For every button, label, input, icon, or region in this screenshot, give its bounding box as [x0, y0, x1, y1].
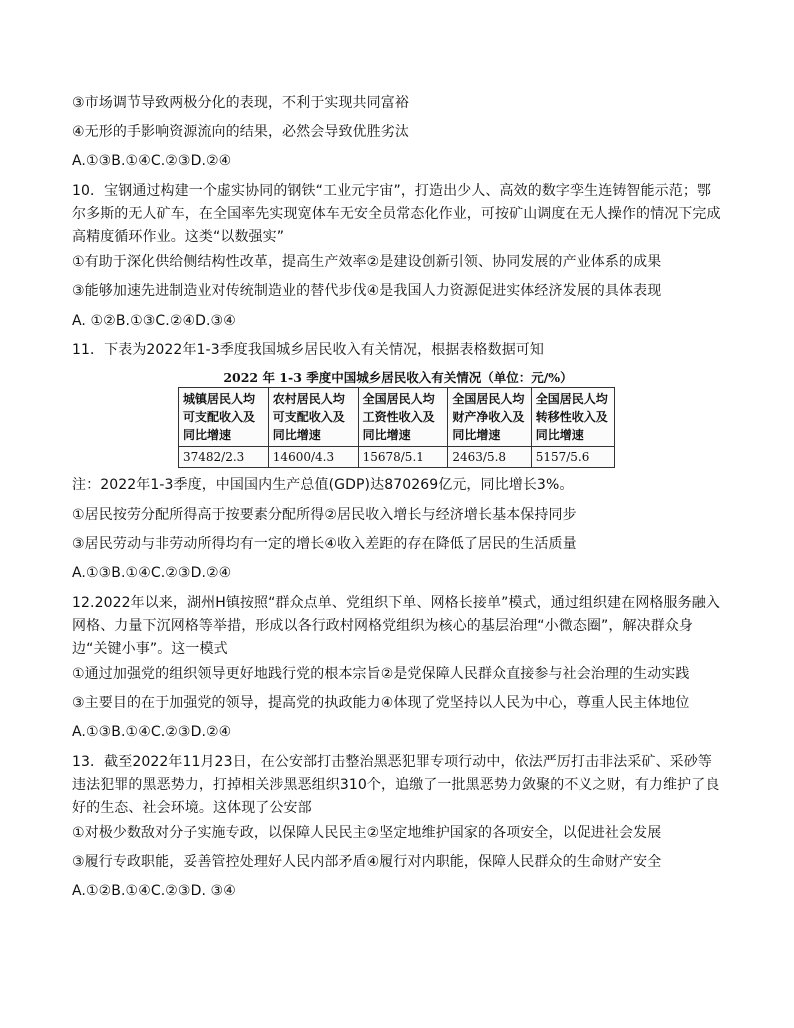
table-header: 农村居民人均可支配收入及同比增速: [268, 388, 358, 447]
income-table-value-row: [179, 447, 615, 468]
income-table-header-row: [179, 388, 615, 447]
q11-options-1-2: ①居民按劳分配所得高于按要素分配所得②居民收入增长与经济增长基本保持同步: [72, 507, 577, 523]
table-cell: 15678/5.1: [358, 447, 448, 468]
q13-options-3-4: ③履行专政职能，妥善管控处理好人民内部矛盾④履行对内职能，保障人民群众的生命财产安全: [72, 854, 662, 870]
q11-choices: A.①③B.①④C.②③D.②④: [72, 565, 232, 581]
q12-choices: A.①③B.①④C.②③D.②④: [72, 724, 232, 740]
q11-stem: 11．下表为2022年1-3季度我国城乡居民收入有关情况，根据表格数据可知: [72, 342, 545, 358]
q12-stem: 12.2022年以来，湖州H镇按照“群众点单、党组织下单、网格长接单”模式，通过组织建在网格服务融入网格、力量下沉网格等举措，形成以各行政村网格党组织为核心的基层治理“小微态圈”，解决群众身边“关键小事”。这一模式: [72, 595, 720, 657]
income-table-title: 2022 年 1-3 季度中国城乡居民收入有关情况（单位：元/%）: [223, 370, 573, 385]
table-header: 城镇居民人均可支配收入及同比增速: [179, 388, 269, 447]
table-cell: 37482/2.3: [179, 447, 269, 468]
q10-options-1-2: ①有助于深化供给侧结构性改革，提高生产效率②是建设创新引领、协同发展的产业体系的成果: [72, 254, 662, 270]
q10-stem: 10．宝钢通过构建一个虚实协同的钢铁“工业元宇宙”，打造出少人、高效的数字孪生连铸智能示范；鄂尔多斯的无人矿车，在全国率先实现宽体车无安全员常态化作业，可按矿山调度在无人操作的情况下完成高精度循环作业。这类“以数强实”: [72, 183, 721, 245]
q9-choices: A.①③B.①④C.②③D.②④: [72, 153, 232, 169]
table-header: 全国居民人均财产净收入及同比增速: [448, 388, 531, 447]
q12-options-1-2: ①通过加强党的组织领导更好地践行党的根本宗旨②是党保障人民群众直接参与社会治理的生动实践: [72, 666, 690, 682]
q13-options-1-2: ①对极少数敌对分子实施专政，以保障人民民主②坚定地维护国家的各项安全，以促进社会发展: [72, 825, 662, 841]
table-cell: 2463/5.8: [448, 447, 531, 468]
q11-note: 注：2022年1-3季度，中国国内生产总值(GDP)达870269亿元，同比增长3%。: [72, 477, 574, 493]
q11-options-3-4: ③居民劳动与非劳动所得均有一定的增长④收入差距的存在降低了居民的生活质量: [72, 536, 577, 552]
table-cell: 5157/5.6: [531, 447, 614, 468]
income-table: [178, 387, 615, 468]
q10-choices: A. ①②B.①③C.②④D.③④: [72, 313, 236, 329]
q9-option-3: ③市场调节导致两极分化的表现，不利于实现共同富裕: [72, 95, 409, 111]
table-header: 全国居民人均工资性收入及同比增速: [358, 388, 448, 447]
q9-option-4: ④无形的手影响资源流向的结果，必然会导致优胜劣汰: [72, 124, 409, 140]
q10-options-3-4: ③能够加速先进制造业对传统制造业的替代步伐④是我国人力资源促进实体经济发展的具体表现: [72, 283, 662, 299]
q12-options-3-4: ③主要目的在于加强党的领导，提高党的执政能力④体现了党坚持以人民为中心，尊重人民主体地位: [72, 695, 690, 711]
q13-choices: A.①②B.①④C.②③D. ③④: [72, 883, 236, 899]
table-cell: 14600/4.3: [268, 447, 358, 468]
table-header: 全国居民人均转移性收入及同比增速: [531, 388, 614, 447]
q13-stem: 13．截至2022年11月23日，在公安部打击整治黑恶犯罪专项行动中，依法严厉打击非法采矿、采砂等违法犯罪的黑恶势力，打掉相关涉黑恶组织310个，追缴了一批黑恶势力敛聚的不义之财，有力维护了良好的生态、社会环境。这体现了公安部: [72, 754, 720, 816]
